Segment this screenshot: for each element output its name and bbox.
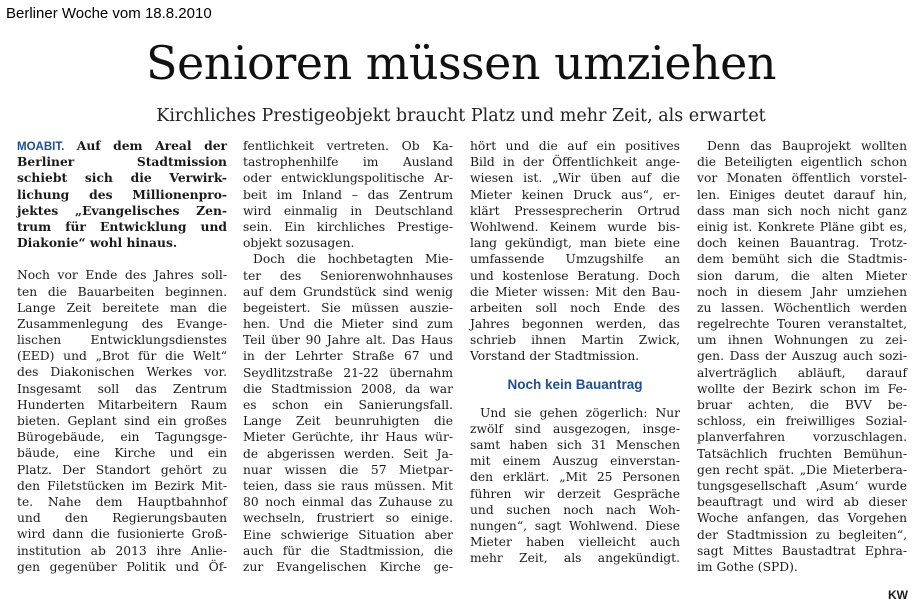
body-line: Woche anfangen, das Vorgehen xyxy=(697,511,907,526)
body-line: oder entwicklungspolitische Ar- xyxy=(243,171,453,186)
body-line: Doch die hochbetagten Mie- xyxy=(253,252,453,267)
body-line: in der Lehrter Straße 67 und xyxy=(243,349,453,364)
body-line: zwölf sind ausgezogen, insge- xyxy=(470,421,680,436)
body-line: Bürogebäude, ein Tagungsge- xyxy=(17,430,227,445)
body-line: Wohlwend. Keinem wurde bis- xyxy=(470,219,680,234)
body-line: Jahres begonnen werden, das xyxy=(470,317,680,332)
article-column-4 xyxy=(697,138,907,575)
body-line: Und sie gehen zögerlich: Nur xyxy=(480,405,680,420)
body-line: es schon ein Sanierungsfall. xyxy=(243,398,453,412)
subheadline: Kirchliches Prestigeobjekt braucht Platz und mehr Zeit, als erwartet xyxy=(156,106,766,126)
lead-line: jektes „Evangelisches Zen- xyxy=(17,202,227,218)
body-line: nungen“, sagt Wohlwend. Diese xyxy=(470,518,680,533)
dateline: MOABIT. xyxy=(17,141,65,153)
body-line: Lange Zeit bereitete man die xyxy=(17,300,227,315)
body-line: sagt Mittes Baustadtrat Ephra- xyxy=(697,543,907,558)
article-column-1 xyxy=(17,138,227,575)
body-line: die Beteiligten eigentlich schon xyxy=(697,155,907,170)
body-line: Platz. Der Standort gehört zu xyxy=(17,462,227,477)
body-line: 80 noch einmal das Zuhause zu xyxy=(243,495,453,510)
body-line: ter des Seniorenwohnhauses xyxy=(243,268,453,283)
body-line: Mieter haben vielleicht auch xyxy=(470,535,680,550)
body-line: lischen Entwicklungsdienstes xyxy=(17,333,227,348)
lead-line: Diakonie“ wohl hinaus. xyxy=(17,235,178,251)
body-line: beit im Inland – das Zentrum xyxy=(243,187,453,202)
body-line: umfassende Umzugshilfe an xyxy=(470,252,680,267)
body-line: gen recht spät. „Die Mieterbera- xyxy=(697,462,907,477)
body-line: Lange Zeit beunruhigten die xyxy=(243,414,453,429)
body-line: sein. Ein kirchliches Prestige- xyxy=(243,219,453,234)
body-line: bruar achten, die BVV be- xyxy=(697,398,907,412)
body-line: institution ab 2013 ihre Anlie- xyxy=(17,543,227,558)
body-line: wechseln, frustriert so einige. xyxy=(243,511,453,526)
body-line: und kostenlose Beratung. Doch xyxy=(470,268,680,283)
section-subheading: Noch kein Bauantrag xyxy=(507,376,643,392)
body-line: vor Monaten öffentlich vorstel- xyxy=(697,171,907,186)
body-line: teien, dass sie raus müssen. Mit xyxy=(243,478,453,493)
body-line: Zusammenlegung des Evange- xyxy=(17,316,227,331)
body-line: nuar wissen die 57 Mietpar- xyxy=(243,462,453,477)
body-line: gen gegenüber Politik und Öf- xyxy=(17,559,227,574)
body-line: zu lassen. Wöchentlich werden xyxy=(697,300,907,315)
body-line: die Stadtmission 2008, da war xyxy=(243,381,453,396)
body-line: Vorstand der Stadtmission. xyxy=(470,349,640,364)
body-line: alverträglich abläuft, darauf xyxy=(697,365,907,380)
body-line: die Mieter wissen: Mit den Bau- xyxy=(470,284,680,299)
body-line: einig ist. Konkrete Pläne gibt es, xyxy=(697,219,907,234)
body-line: wiesen ist. „Wir üben auf die xyxy=(470,171,680,186)
body-line: bieten. Geplant sind ein großes xyxy=(17,414,227,428)
lead-line: trum für Entwicklung und xyxy=(17,218,227,234)
body-line: ten die Bauarbeiten beginnen. xyxy=(17,284,227,299)
lead-line: schiebt sich die Verwirk- xyxy=(17,170,227,186)
body-line: den erklärt. „Mit 25 Personen xyxy=(470,470,680,485)
article-column-2 xyxy=(243,138,453,575)
lead-line: MOABIT. Auf dem Areal der xyxy=(17,138,227,153)
body-line: regelrechte Touren veranstaltet, xyxy=(697,317,907,332)
body-line: bäude, eine Kirche und ein xyxy=(17,446,227,461)
body-line: führen wir derzeit Gespräche xyxy=(470,486,680,501)
body-line: Insgesamt soll das Zentrum xyxy=(17,381,227,396)
body-line: Bild in der Öffentlichkeit ange- xyxy=(470,155,680,170)
body-line: tastrophenhilfe im Ausland xyxy=(243,155,453,170)
body-line: zur Evangelischen Kirche ge- xyxy=(243,559,453,574)
body-line: gen. Dass der Auszug auch sozi- xyxy=(697,349,907,364)
body-line: wird einmalig in Deutschland xyxy=(243,203,453,218)
body-line: hört und die auf ein positives xyxy=(470,139,680,153)
body-line: um ihnen Wohnungen zu zei- xyxy=(697,333,907,348)
body-line: und den Regierungsbauten xyxy=(17,511,227,526)
body-line: Teil über 90 Jahre alt. Das Haus xyxy=(243,333,453,348)
body-line: klärt Pressesprecherin Ortrud xyxy=(470,203,680,218)
body-line: mehr Zeit, als angekündigt. xyxy=(470,551,680,566)
newspaper-source: Berliner Woche vom 18.8.2010 xyxy=(6,5,212,22)
body-line: dem bemüht sich die Stadtmis- xyxy=(697,252,907,267)
body-line: begeistert. Sie müssen auszie- xyxy=(243,300,453,315)
body-line: objekt sozusagen. xyxy=(243,236,355,251)
body-line: te. Nahe dem Hauptbahnhof xyxy=(17,494,227,509)
body-line: sion darum, die alten Mieter xyxy=(697,268,907,283)
body-line: schrieb ihnen Martin Zwick, xyxy=(470,333,680,348)
body-line: der Stadtmission zu begleiten“, xyxy=(697,527,907,542)
body-line: beauftragt und wird ab dieser xyxy=(697,495,907,510)
body-line: tungsgesellschaft ‚Asum‘ wurde xyxy=(697,478,907,493)
body-line: arbeiten soll noch Ende des xyxy=(470,300,680,315)
body-line: dass man sich noch nicht ganz xyxy=(697,203,907,218)
body-line: fentlichkeit vertreten. Ob Ka- xyxy=(243,139,453,153)
body-line: Denn das Bauprojekt wollten xyxy=(707,139,907,153)
body-line: doch keinen Bauantrag. Trotz- xyxy=(697,236,907,251)
body-line: Mieter Gerüchte, ihr Haus wür- xyxy=(243,430,453,445)
body-line: Seydlitzstraße 21-22 übernahm xyxy=(243,365,453,380)
body-line: den Filetstücken im Bezirk Mit- xyxy=(17,478,227,493)
body-line: (EED) und „Brot für die Welt“ xyxy=(17,349,227,364)
body-line: samt haben sich 31 Menschen xyxy=(470,438,680,452)
body-line: im Gothe (SPD). xyxy=(697,559,798,574)
body-line: Noch vor Ende des Jahres soll- xyxy=(17,268,227,283)
author-signature: KW xyxy=(888,588,908,602)
body-line: auf dem Grundstück sind wenig xyxy=(243,284,453,299)
body-line: mit einem Auszug einverstan- xyxy=(470,454,680,469)
body-line: Tatsächlich fruchten Bemühun- xyxy=(697,446,907,461)
lead-line: lichung des Millionenpro- xyxy=(17,186,227,202)
body-line: planverfahren vorzuschlagen. xyxy=(697,430,907,445)
body-line: lang gekündigt, man biete eine xyxy=(470,236,680,251)
body-line: des Diakonischen Werkes vor. xyxy=(17,365,227,380)
body-line: Mieter keinen Druck aus“, er- xyxy=(470,187,680,202)
body-line: auch für die Stadtmission, die xyxy=(243,543,453,558)
body-line: hen. Und die Mieter sind zum xyxy=(243,317,453,332)
body-line: len. Einiges deutet darauf hin, xyxy=(697,187,907,202)
body-line: noch in diesem Jahr umziehen xyxy=(697,284,907,299)
body-line: Hunderten Mitarbeitern Raum xyxy=(17,397,227,412)
body-line: und suchen noch nach Woh- xyxy=(470,502,680,517)
article-column-3 xyxy=(470,138,680,567)
body-line: de abgerissen werden. Seit Ja- xyxy=(243,446,453,461)
body-line: wird dann die fusionierte Groß- xyxy=(17,527,227,542)
headline: Senioren müssen umziehen xyxy=(145,36,777,90)
body-line: Eine schwierige Situation aber xyxy=(243,527,453,542)
body-line: wollte der Bezirk schon im Fe- xyxy=(697,381,907,396)
body-line: schloss, ein freiwilliges Sozial- xyxy=(697,414,907,429)
lead-line: Berliner Stadtmission xyxy=(17,154,227,170)
